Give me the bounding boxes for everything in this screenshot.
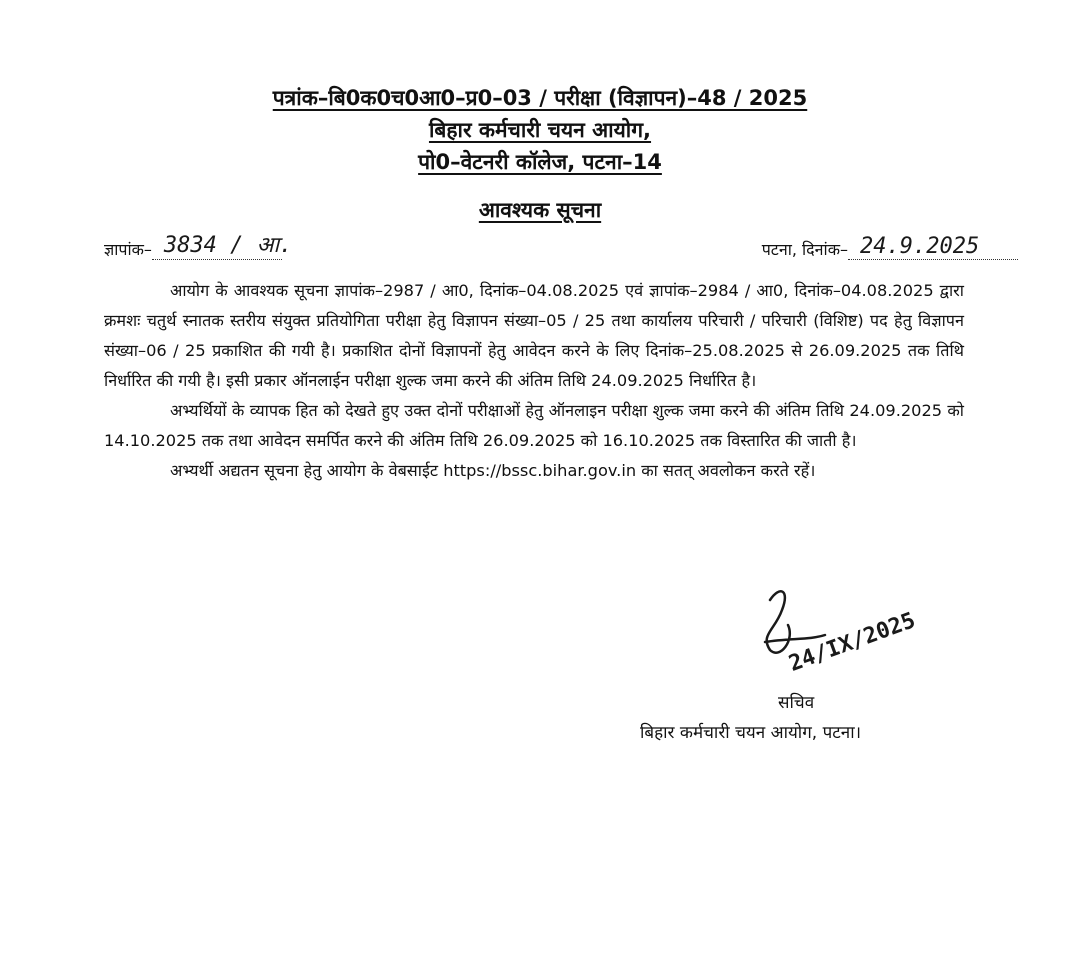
memo-number-handwritten: 3834 / आ.	[163, 233, 293, 258]
memo-reference	[104, 233, 293, 260]
notice-title-text: आवश्यक सूचना	[478, 198, 602, 222]
paragraph-1: आयोग के आवश्यक सूचना ज्ञापांक–2987 / आ0, दिनांक–04.08.2025 एवं ज्ञापांक–2984 / आ0, दिनांक–04.08.2025 द्वारा क्रमशः चतुर्थ स्नातक स्तरीय संयुक्त प्रतियोगिता परीक्षा हेतु विज्ञापन संख्या–05 / 25 तथा कार्यालय परिचारी / परिचारी (विशिष्ट) पद हेतु विज्ञापन संख्या–06 / 25 प्रकाशित की गयी है। प्रकाशित दोनों विज्ञापनों हेतु आवेदन करने के लिए दिनांक–25.08.2025 से 26.09.2025 तक तिथि निर्धारित की गयी है। इसी प्रकार ऑनलाईन परीक्षा शुल्क जमा करने की अंतिम तिथि 24.09.2025 निर्धारित है।	[104, 281, 964, 390]
date-reference	[761, 234, 1018, 260]
paragraph-3: अभ्यर्थी अद्यतन सूचना हेतु आयोग के वेबसाईट https://bssc.bihar.gov.in का सतत् अवलोकन करते रहें।	[170, 461, 816, 480]
reference-line	[104, 232, 1018, 268]
date-handwritten: 24.9.2025	[860, 234, 980, 259]
notice-title	[340, 196, 740, 224]
paragraph-2: अभ्यर्थियों के व्यापक हित को देखते हुए उक्त दोनों परीक्षाओं हेतु ऑनलाइन परीक्षा शुल्क जमा करने की अंतिम तिथि 24.09.2025 को 14.10.2025 तक तथा आवेदन समर्पित करने की अंतिम तिथि 26.09.2025 को 16.10.2025 तक विस्तारित की जाती है।	[104, 401, 964, 450]
date-dotted-field	[848, 234, 1018, 260]
notice-body	[104, 276, 964, 486]
signatory-designation: सचिव	[778, 693, 815, 713]
organization-address: पो0–वेटनरी कॉलेज, पटना–14	[418, 150, 662, 174]
place-date-label: पटना, दिनांक–	[761, 240, 848, 259]
memo-dotted-field	[152, 233, 293, 260]
signature-area	[730, 580, 930, 690]
memo-label: ज्ञापांक–	[104, 240, 152, 259]
letter-header	[200, 82, 880, 178]
signatory-office: बिहार कर्मचारी चयन आयोग, पटना।	[640, 723, 862, 743]
letter-number: पत्रांक–बि0क0च0आ0–प्र0–03 / परीक्षा (विज्ञापन)–48 / 2025	[272, 86, 808, 110]
signature-date-handwritten: 24/IX/2025	[785, 608, 919, 677]
organization-name: बिहार कर्मचारी चयन आयोग,	[428, 118, 652, 142]
signature-block	[640, 688, 970, 748]
